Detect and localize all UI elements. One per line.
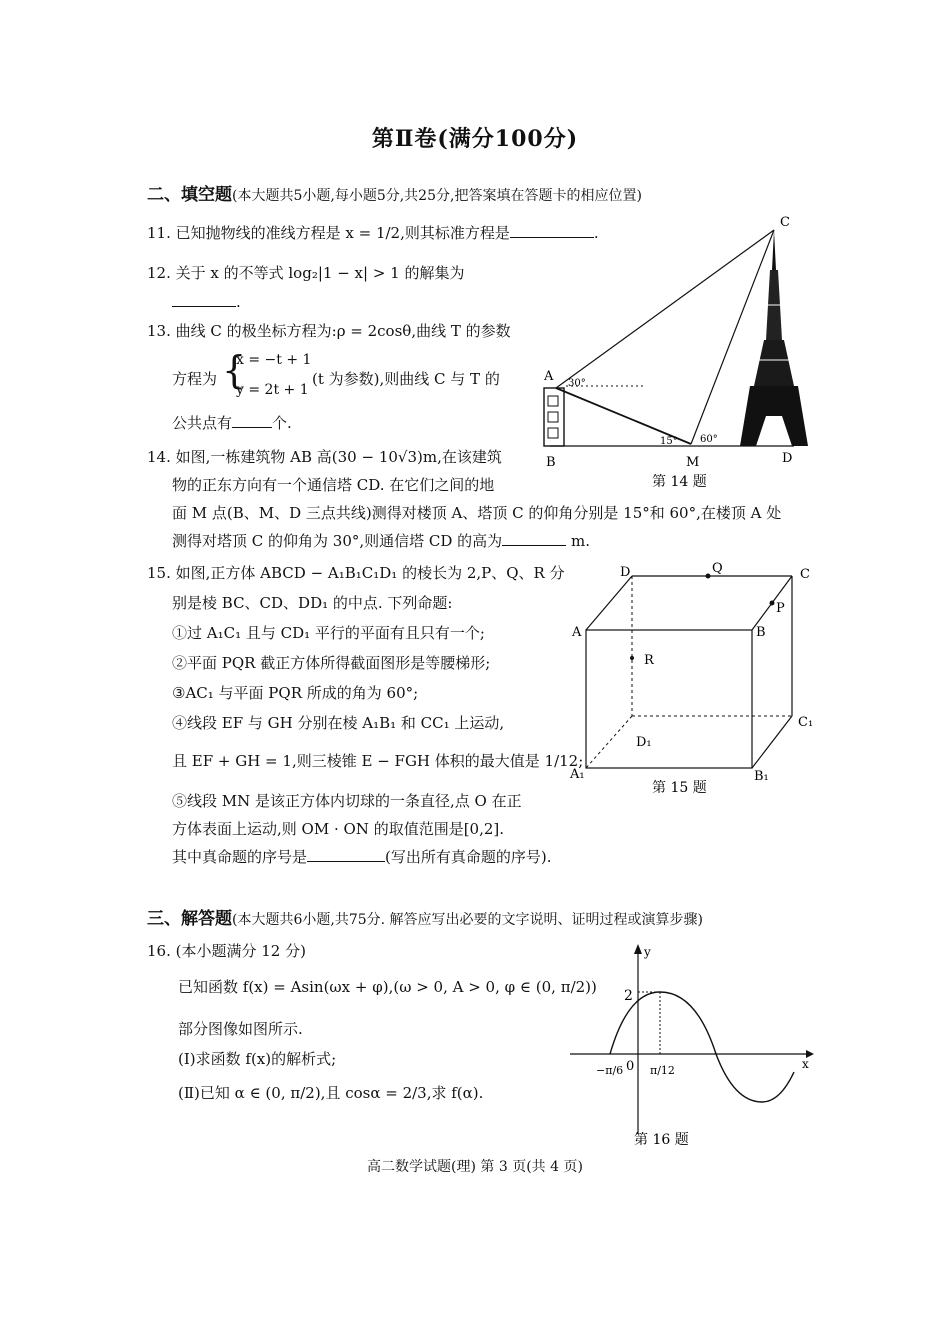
- fig15-label-A: A: [572, 625, 582, 640]
- question-14: 14. 如图,一栋建筑物 AB 高(30 − 10√3)m,在该建筑: [147, 448, 502, 466]
- q16-line2: 部分图像如图所示.: [178, 1020, 303, 1038]
- fig15-point-R: [630, 656, 634, 660]
- q14-line3: 面 M 点(B、M、D 三点共线)测得对楼顶 A、塔顶 C 的仰角分别是 15°和 60°,在楼顶 A 处: [172, 504, 782, 522]
- section2-note: (本大题共5小题,每小题5分,共25分,把答案填在答题卡的相应位置): [232, 188, 642, 204]
- q11-text: 11. 已知抛物线的准线方程是 x = 1/2,则其标准方程是: [147, 224, 510, 242]
- question-16-head: 16. (本小题满分 12 分): [147, 942, 306, 960]
- q15-last-text: 其中真命题的序号是: [172, 848, 308, 866]
- fig16-label-2: 2: [624, 988, 633, 1004]
- fig15-point-Q: [706, 574, 711, 579]
- q13-line3-end: 个.: [272, 414, 292, 432]
- fig15-edge-D1A1: [586, 716, 632, 768]
- fig14-window3: [548, 428, 558, 438]
- question-15: 15. 如图,正方体 ABCD − A₁B₁C₁D₁ 的棱长为 2,P、Q、R 分: [147, 564, 565, 582]
- fig16-label-x: x: [802, 1057, 809, 1071]
- fig15-edge-AD: [586, 576, 632, 630]
- fig16-y-arrow: [634, 944, 642, 954]
- fig16-origin: 0: [626, 1059, 635, 1074]
- q14-blank: [502, 531, 566, 546]
- q15-blank: [307, 847, 385, 862]
- fig16-caption: 第 16 题: [634, 1132, 689, 1148]
- fig15-caption: 第 15 题: [652, 780, 707, 796]
- section3-note: (本大题共6小题,共75分. 解答应写出必要的文字说明、证明过程或演算步骤): [232, 912, 703, 928]
- q16-part2: (Ⅱ)已知 α ∈ (0, π/2),且 cosα = 2/3,求 f(α).: [178, 1084, 484, 1102]
- fig15-label-B: B: [756, 625, 766, 640]
- q14-unit: m.: [570, 532, 590, 550]
- q15-proposition-5: ⑤线段 MN 是该正方体内切球的一条直径,点 O 在正: [172, 792, 522, 810]
- q15-proposition-2: ②平面 PQR 截正方体所得截面图形是等腰梯形;: [172, 654, 491, 672]
- q13-suffix: (t 为参数),则曲线 C 与 T 的: [312, 370, 500, 388]
- fig14-window2: [548, 412, 558, 422]
- q14-line2: 物的正东方向有一个通信塔 CD. 在它们之间的地: [172, 476, 495, 494]
- figure-16: [566, 942, 816, 1152]
- fig16-tick-pos: π/12: [650, 1064, 675, 1077]
- fig15-edge-C1B1: [752, 716, 792, 768]
- question-13: 13. 曲线 C 的极坐标方程为:ρ = 2cosθ,曲线 T 的参数: [147, 322, 511, 340]
- fig15-label-D: D: [620, 565, 631, 580]
- fig14-caption: 第 14 题: [652, 474, 707, 490]
- q12-answer-line: .: [172, 292, 241, 311]
- q15-line2: 别是棱 BC、CD、DD₁ 的中点. 下列命题:: [172, 594, 453, 612]
- q15-last: [172, 846, 552, 867]
- fig14-label-B: B: [546, 455, 556, 470]
- fig15-label-Q: Q: [712, 561, 723, 576]
- fig16-label-y: y: [644, 945, 651, 959]
- q15-last-end: (写出所有真命题的序号).: [385, 848, 552, 866]
- page-footer: 高二数学试题(理) 第 3 页(共 4 页): [367, 1159, 583, 1175]
- fig14-label-C: C: [780, 215, 790, 230]
- fig14-line-AC: [556, 230, 774, 388]
- q16-line1: 已知函数 f(x) = Asin(ωx + φ),(ω > 0, A > 0, φ ∈ (0, π/2)): [178, 978, 597, 996]
- section3-heading: [147, 904, 703, 929]
- fig14-label-A: A: [544, 369, 554, 384]
- question-11: 11. 已知抛物线的准线方程是 x = 1/2,则其标准方程是 .: [147, 224, 599, 242]
- fig16-tick-neg: −π/6: [596, 1064, 624, 1077]
- question-12: 12. 关于 x 的不等式 log₂|1 − x| > 1 的解集为: [147, 264, 465, 282]
- q14-line4-text: 测得对塔顶 C 的仰角为 30°,则通信塔 CD 的高为: [172, 532, 503, 550]
- fig15-label-A1: A₁: [570, 767, 585, 782]
- fig14-window1: [548, 396, 558, 406]
- q13-blank: [232, 413, 272, 428]
- fig15-label-C1: C₁: [798, 715, 814, 730]
- q16-part1: (Ⅰ)求函数 f(x)的解析式;: [178, 1050, 337, 1068]
- q15-proposition-4b: 且 EF + GH = 1,则三棱锥 E − FGH 体积的最大值是 1/12;: [172, 752, 584, 770]
- section3-title: 三、解答题: [147, 909, 232, 929]
- q13-eq2: y = 2t + 1: [236, 382, 309, 398]
- fig14-label-M: M: [686, 455, 700, 470]
- fig14-tower: [740, 230, 808, 446]
- fig14-angle-30: 30°: [568, 378, 586, 389]
- q13-brace: {: [222, 348, 247, 392]
- q15-proposition-4: ④线段 EF 与 GH 分别在棱 A₁B₁ 和 CC₁ 上运动,: [172, 714, 505, 732]
- fig15-point-P: [770, 601, 775, 606]
- figure-15: [560, 556, 820, 806]
- fig15-label-R: R: [644, 653, 654, 668]
- q15-proposition-5b: 方体表面上运动,则 OM · ON 的取值范围是[0,2].: [172, 820, 505, 838]
- fig14-angle-60: 60°: [700, 434, 718, 445]
- fig14-label-D: D: [782, 451, 793, 466]
- q13-line3: [172, 412, 292, 433]
- fig15-label-B1: B₁: [754, 769, 769, 784]
- q15-proposition-1: ①过 A₁C₁ 且与 CD₁ 平行的平面有且只有一个;: [172, 624, 485, 642]
- q13-prefix: 方程为: [172, 370, 218, 388]
- fig15-label-P: P: [776, 601, 785, 616]
- fig15-label-C: C: [800, 567, 810, 582]
- page-title: 第Ⅱ卷(满分100分): [371, 126, 579, 152]
- fig14-angle-15: 15°: [660, 436, 678, 447]
- q13-eq1: x = −t + 1: [236, 352, 312, 368]
- q13-line3-text: 公共点有: [172, 414, 233, 432]
- fig14-building: [544, 388, 564, 446]
- q14-line4: [172, 530, 590, 551]
- q12-blank: [172, 292, 236, 307]
- q15-proposition-3: ③AC₁ 与平面 PQR 所成的角为 60°;: [172, 684, 419, 702]
- fig15-label-D1: D₁: [636, 735, 652, 750]
- section2-title: 二、填空题: [147, 185, 232, 205]
- figure-14: [536, 210, 816, 500]
- fig15-front-face: [586, 630, 752, 768]
- section2-heading: [147, 180, 642, 205]
